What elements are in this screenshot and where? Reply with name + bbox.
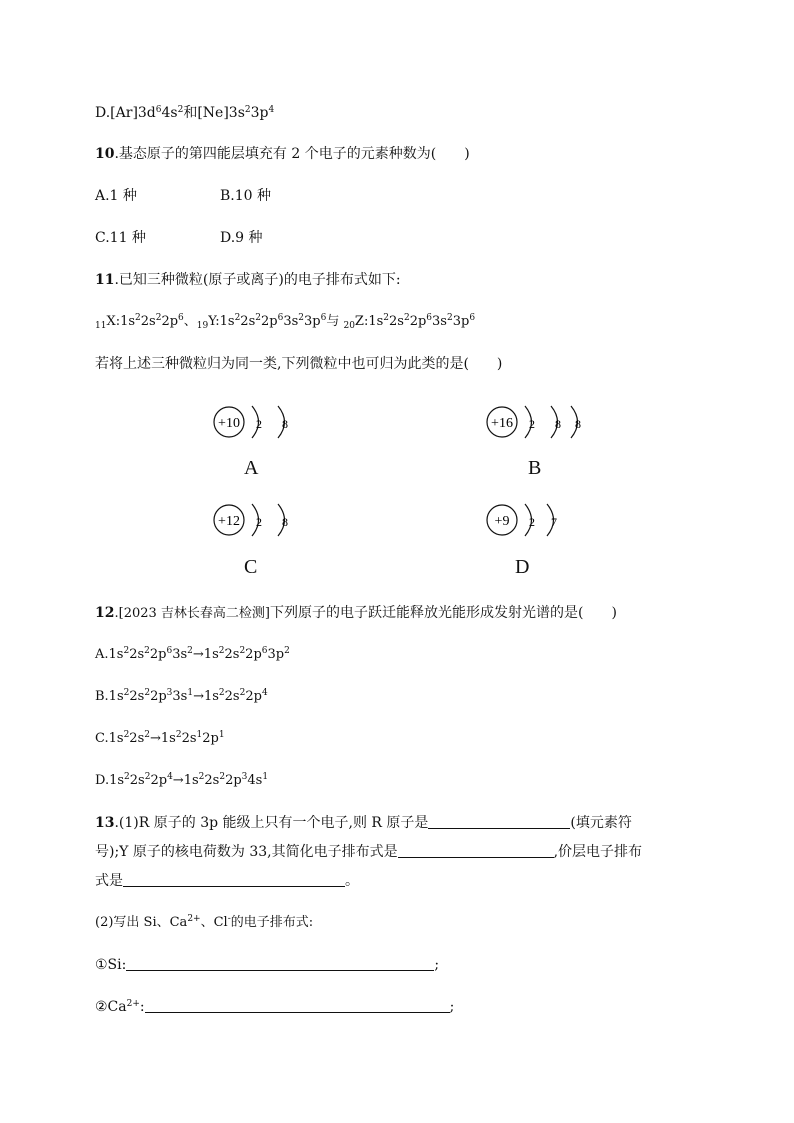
q12-option-c: $C.1s^22s^2\to 1s^22s^12p^1$ (95, 730, 225, 746)
shell-count: 2 (529, 417, 535, 431)
q13-line2: 号);Y 原子的核电荷数为 33,其简化电子排布式是 ,价层电子排布 (95, 844, 643, 860)
diagram-label-a: A (244, 457, 259, 479)
q12-stem: 12.[2023 吉林长春高二检测]下列原子的电子跃迁能释放光能形成发射光谱的是( ) (95, 605, 617, 621)
atom-diagram-c (212, 500, 302, 540)
q13-si-line: ①Si: ; (95, 957, 440, 973)
r-answer-blank[interactable] (428, 814, 570, 829)
shell-count: 7 (551, 515, 557, 529)
atom-diagram-a (212, 402, 302, 442)
nucleus-charge: +16 (491, 416, 513, 431)
q11-formulas: $_{11}X:1s^22s^22p^6$、$_{19}Y:1s^22s^22p^63s^23p^6$与 $_{20}Z:1s^22s^22p^63s^23p^6$ (95, 313, 476, 331)
nucleus-charge: +10 (218, 416, 240, 431)
q12-option-d: $D.1s^22s^22p^4\to 1s^22s^22p^34s^1$ (95, 772, 269, 788)
q13-ca-line: $②Ca^{2+}$: ; (95, 999, 455, 1015)
shell-count: 8 (575, 417, 581, 431)
shell-count: 8 (282, 417, 288, 431)
q10-option-b: B.10 种 (220, 188, 272, 204)
q13-line1: 13.(1)R 原子的 3p 能级上只有一个电子,则 R 原子是 (填元素符 (95, 815, 632, 831)
q9-option-d: $D.[Ar]3d^64s^2$和$[Ne]3s^23p^4$ (95, 105, 275, 121)
q10-option-c: C.11 种 (95, 230, 146, 246)
shell-count: 2 (529, 515, 535, 529)
y-config-blank[interactable] (398, 843, 554, 858)
si-config-blank[interactable] (126, 956, 434, 971)
nucleus-charge: +12 (218, 514, 240, 529)
diagram-label-b: B (528, 457, 542, 479)
valence-config-blank[interactable] (123, 872, 345, 887)
q12-option-b: $B.1s^22s^22p^33s^1\to 1s^22s^22p^4$ (95, 688, 268, 704)
nucleus-charge: +9 (494, 514, 510, 529)
q10-stem: 10.基态原子的第四能层填充有 2 个电子的元素种数为( ) (95, 146, 470, 162)
q13-line3: 式是 。 (95, 873, 359, 889)
diagram-label-c: C (244, 556, 258, 578)
q10-option-d: D.9 种 (220, 230, 263, 246)
shell-count: 8 (282, 515, 288, 529)
q11-stem: 11.已知三种微粒(原子或离子)的电子排布式如下: (95, 272, 401, 288)
diagram-label-d: D (515, 556, 530, 578)
shell-count: 2 (256, 515, 262, 529)
shell-count: 2 (256, 417, 262, 431)
atom-diagram-b (485, 402, 595, 442)
q11-question: 若将上述三种微粒归为同一类,下列微粒中也可归为此类的是( ) (95, 356, 503, 372)
q10-option-a: A.1 种 (95, 188, 137, 204)
atom-diagram-d (485, 500, 575, 540)
q13-part2: (2)写出 Si、$Ca^{2+}$、Cl-的电子排布式: (95, 914, 314, 930)
ca-config-blank[interactable] (145, 998, 450, 1013)
q12-option-a: $A.1s^22s^22p^63s^2\to 1s^22s^22p^63p^2$ (95, 646, 290, 662)
shell-count: 8 (555, 417, 561, 431)
